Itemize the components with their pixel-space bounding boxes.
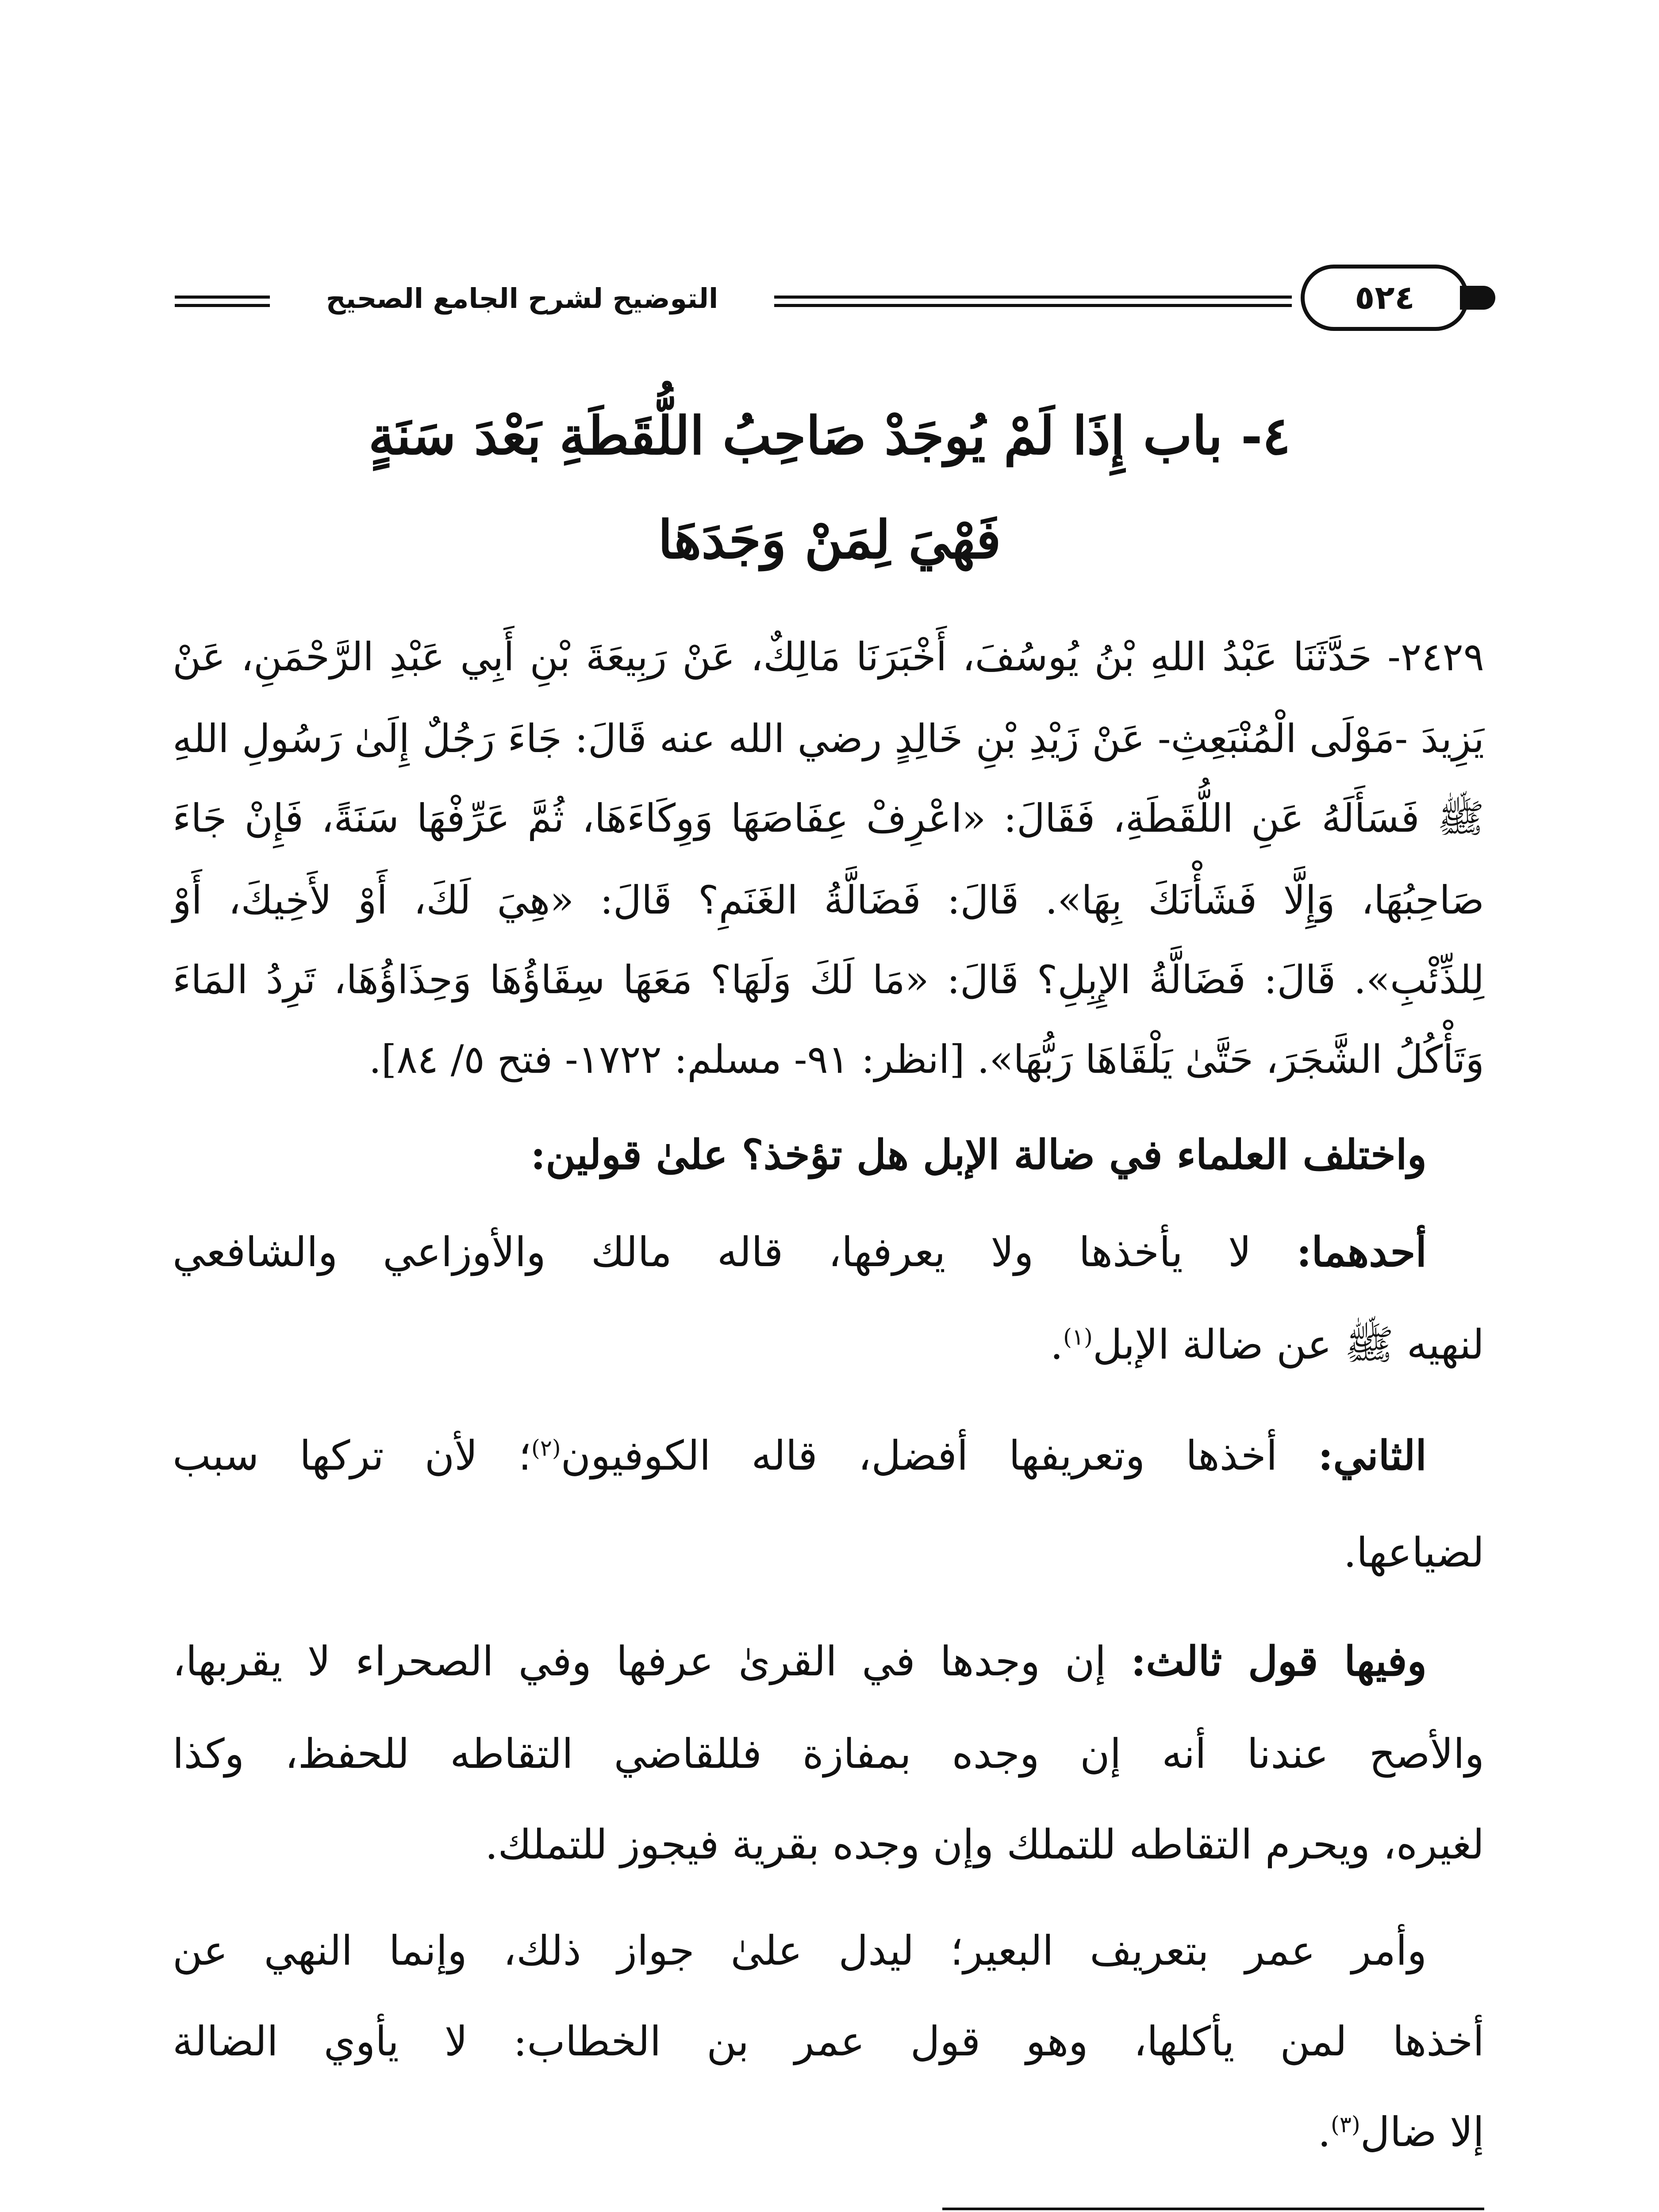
opinion-three-line-1: وفيها قول ثالث: إن وجدها في القرىٰ عرفها وفي الصحراء لا يقربها، [173, 1637, 1427, 1685]
header-rule-left [175, 296, 270, 307]
commentary-intro: واختلف العلماء في ضالة الإبل هل تؤخذ؟ علىٰ قولين: [530, 1131, 1427, 1179]
page-badge-tail [1460, 286, 1495, 310]
opinion-three-label: وفيها قول ثالث: [1131, 1637, 1427, 1685]
footnote-ref-2[interactable]: (٢) [531, 1435, 561, 1461]
opinion-one-label: أحدهما: [1296, 1228, 1427, 1276]
page-number-badge: ٥٢٤ [1301, 265, 1469, 331]
opinion-two-line-2: لضياعها. [1343, 1529, 1484, 1576]
opinion-one-text: لا يأخذها ولا يعرفها، قاله مالك والأوزاعي والشافعي [173, 1229, 1252, 1276]
hadith-line: صَاحِبُهَا، وَإِلَّا فَشَأْنَكَ بِهَا». قَالَ: فَضَالَّةُ الغَنَمِ؟ قَالَ: «هِيَ لَكَ، أَوْ لأَخِيكَ، أَوْ [173, 877, 1484, 923]
umar-paragraph-line-3: إلا ضال$^{(٣)}$. [1317, 2108, 1484, 2156]
hadith-line: ﷺ فَسَأَلَهُ عَنِ اللُّقَطَةِ، فَقَالَ: «اعْرِفْ عِفَاصَهَا وَوِكَاءَهَا، ثُمَّ عَرِّفْهَا سَنَةً، فَإِنْ جَاءَ [173, 795, 1484, 841]
footnote-separator [942, 2208, 1484, 2210]
umar-paragraph-line-2: أخذها لمن يأكلها، وهو قول عمر بن الخطاب: لا يأوي الضالة [173, 2018, 1484, 2065]
opinion-two-line-1: الثاني: أخذها وتعريفها أفضل، قاله الكوفيون$^{(٢)}$؛ لأن تركها سبب [173, 1432, 1427, 1479]
footnote-ref-3[interactable]: (٣) [1331, 2111, 1360, 2138]
chapter-title-line-2: فَهْيَ لِمَنْ وَجَدَهَا [658, 509, 1001, 570]
opinion-one-line-1 [173, 1219, 1484, 1286]
header-rule-right [774, 296, 1292, 307]
running-header-title: التوضيح لشرح الجامع الصحيح [326, 282, 718, 315]
opinion-three-line-3: لغيره، ويحرم التقاطه للتملك وإن وجده بقرية فيجوز للتملك. [485, 1821, 1484, 1868]
opinion-three-line-2: والأصح عندنا أنه إن وجده بمفازة فللقاضي التقاطه للحفظ، وكذا [173, 1730, 1484, 1778]
hadith-line: يَزِيدَ -مَوْلَى الْمُنْبَعِثِ- عَنْ زَيْدِ بْنِ خَالِدٍ رضي الله عنه قَالَ: جَاءَ رَجُلٌ إِلَىٰ رَسُولِ اللهِ [173, 716, 1484, 761]
opinion-one-line-2: لنهيه ﷺ عن ضالة الإبل$^{(١)}$. [1050, 1321, 1484, 1368]
hadith-line: ٢٤٢٩- حَدَّثَنَا عَبْدُ اللهِ بْنُ يُوسُفَ، أَخْبَرَنَا مَالِكٌ، عَنْ رَبِيعَةَ بْنِ أَبِي عَبْدِ الرَّحْمَنِ، عَنْ [173, 634, 1484, 680]
opinion-two-label: الثاني: [1318, 1432, 1427, 1479]
hadith-line: لِلذِّئْبِ». قَالَ: فَضَالَّةُ الإِبِلِ؟ قَالَ: «مَا لَكَ وَلَهَا؟ مَعَهَا سِقَاؤُهَا وَحِذَاؤُهَا، تَرِدُ المَاءَ [173, 957, 1484, 1002]
umar-paragraph-line-1: وأمر عمر بتعريف البعير؛ ليدل علىٰ جواز ذلك، وإنما النهي عن [173, 1927, 1427, 1974]
hadith-line: وَتَأْكُلُ الشَّجَرَ، حَتَّىٰ يَلْقَاهَا رَبُّهَا». [انظر: ٩١- مسلم: ١٧٢٢- فتح ٥/ ٨٤]. [369, 1037, 1484, 1082]
footnote-ref-1[interactable]: (١) [1063, 1324, 1093, 1350]
chapter-title-line-1: ٤- باب إِذَا لَمْ يُوجَدْ صَاحِبُ اللُّقَطَةِ بَعْدَ سَنَةٍ [368, 405, 1291, 466]
